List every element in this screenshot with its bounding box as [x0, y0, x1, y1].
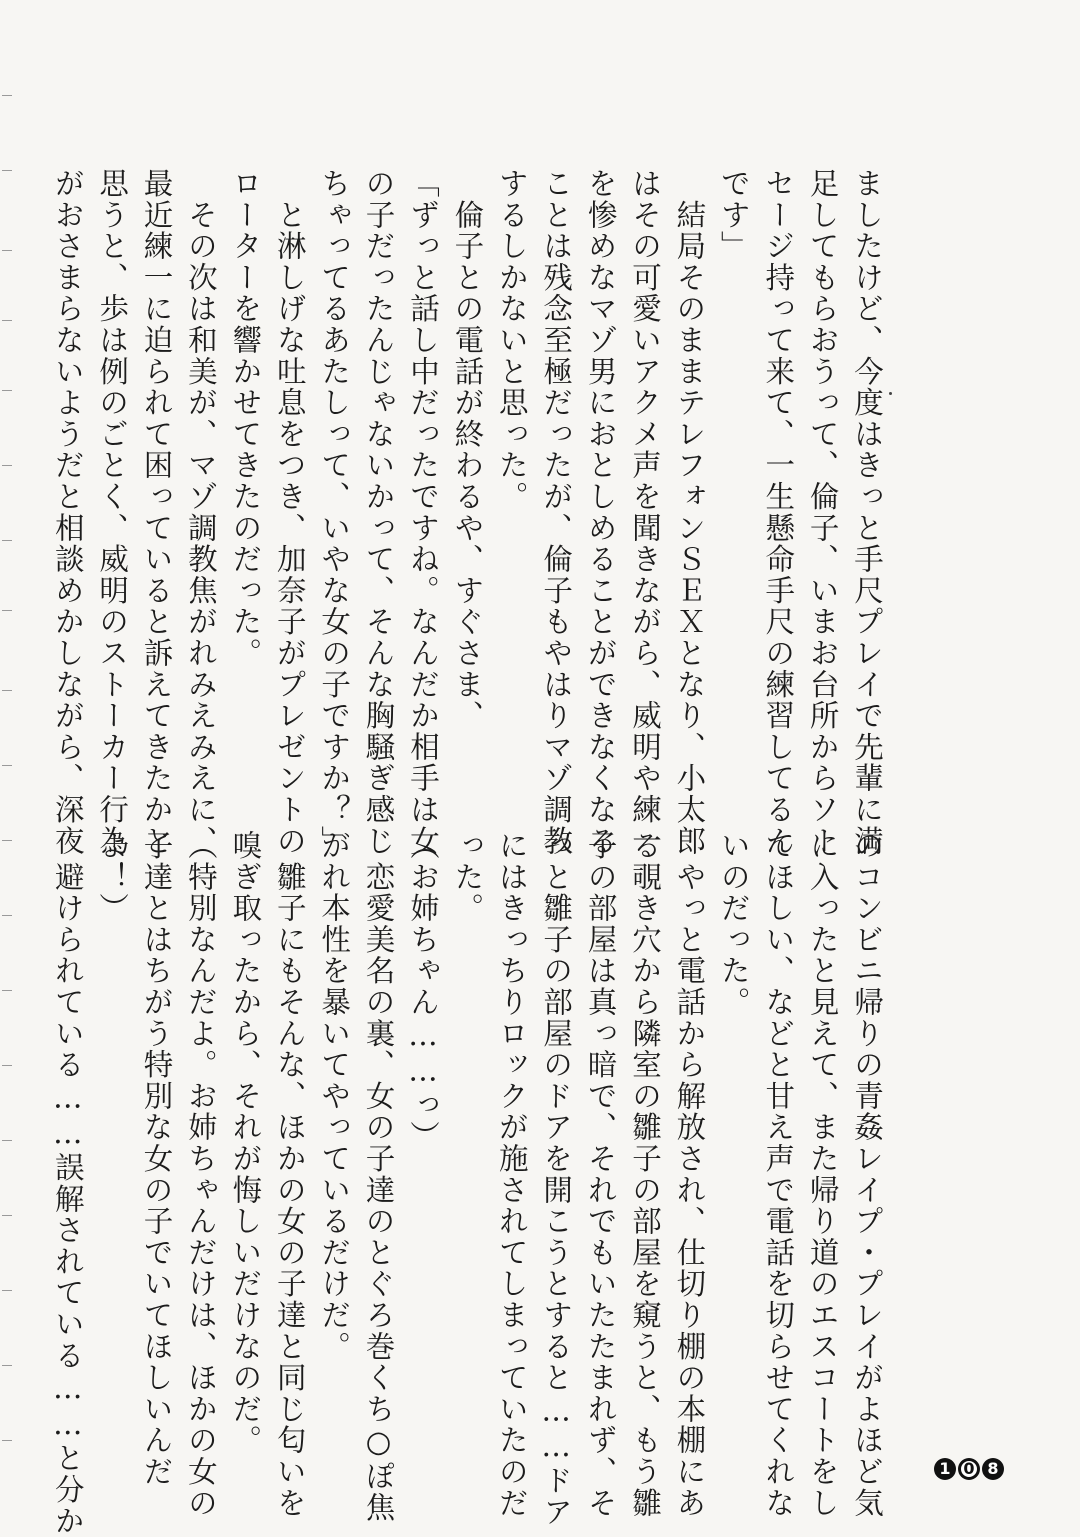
margin-tick — [2, 1365, 12, 1366]
text-line: がれ本性を暴いてやっているだけだ。 — [317, 830, 352, 1363]
text-line: セージ持って来て、一生懸命手尺の練習してるん — [761, 168, 796, 857]
margin-tick — [2, 765, 12, 766]
text-line: に入ったと見えて、また帰り道のエスコートをし — [805, 830, 840, 1519]
margin-tick — [2, 170, 12, 171]
text-line: 思うと、歩は例のごとく、威明のストーカー行為 — [95, 168, 130, 857]
text-line: よ！） — [95, 830, 130, 924]
text-line: 子達とはちがう特別な女の子でいてほしいんだ — [139, 830, 174, 1488]
text-line: 避けられている……誤解されている……と分か — [50, 830, 85, 1537]
text-line: です」 — [716, 168, 751, 262]
margin-tick — [2, 1440, 12, 1441]
page-number-digit: 0 — [958, 1458, 980, 1480]
upper-text-block — [45, 168, 889, 857]
margin-tick — [2, 320, 12, 321]
page-number-digit: 8 — [982, 1458, 1004, 1480]
margin-tick — [2, 390, 12, 391]
margin-tick — [2, 1290, 12, 1291]
text-line: （特別なんだよ。お姉ちゃんだけは、ほかの女の — [183, 830, 218, 1519]
margin-tick — [2, 1140, 12, 1141]
text-line: 雛子にもそんな、ほかの女の子達と同じ匂いを — [272, 830, 307, 1519]
ink-speck — [889, 392, 892, 395]
left-margin-marks — [0, 0, 14, 1532]
text-line: （お姉ちゃん……っ） — [405, 830, 440, 1152]
margin-tick — [2, 465, 12, 466]
text-line: 子の部屋は真っ暗で、それでもいたたまれず、そ — [583, 830, 618, 1519]
text-line: と淋しげな吐息をつき、加奈子がプレゼントの — [272, 168, 307, 857]
text-line: 結局そのままテレフォンＳＥＸとなり、小太郎 — [672, 168, 707, 857]
text-line: いのだった。 — [716, 830, 751, 1018]
text-line: ちゃってるあたしって、いやな女の子ですか？」 — [317, 168, 352, 857]
text-line: 倫子との電話が終わるや、すぐさま、 — [450, 168, 485, 732]
text-line: てほしい、などと甘え声で電話を切らせてくれな — [761, 830, 796, 1519]
text-line: がおさまらないようだと相談めかしながら、深夜 — [50, 168, 85, 857]
text-line: その次は和美が、マゾ調教焦がれみえみえに、 — [183, 168, 218, 857]
text-line: ことは残念至極だったが、倫子もやはりマゾ調教 — [539, 168, 574, 857]
margin-tick — [2, 840, 12, 841]
text-line: 恋愛美名の裏、女の子達のとぐろ巻くち○ぽ焦 — [361, 830, 396, 1524]
text-line: の子だったんじゃないかって、そんな胸騒ぎ感じ — [361, 168, 396, 857]
margin-tick — [2, 915, 12, 916]
page-number — [934, 1458, 1004, 1480]
lower-text-block — [45, 830, 889, 1537]
margin-tick — [2, 250, 12, 251]
text-line: ローターを響かせてきたのだった。 — [228, 168, 263, 669]
text-line: 最近練一に迫られて困っていると訴えてきたかと — [139, 168, 174, 857]
page-number-digit: 1 — [934, 1458, 956, 1480]
text-line: を惨めなマゾ男におとしめることができなくなる — [583, 168, 618, 857]
text-line: やっと電話から解放され、仕切り棚の本棚にあ — [672, 830, 707, 1519]
margin-tick — [2, 610, 12, 611]
text-line: る覗き穴から隣室の雛子の部屋を窺うと、もう雛 — [627, 830, 662, 1519]
text-line: にはきっちりロックが施されてしまっていたのだ — [494, 830, 529, 1519]
margin-tick — [2, 990, 12, 991]
text-line: 嗅ぎ取ったから、それが悔しいだけなのだ。 — [228, 830, 263, 1456]
text-line: 「ずっと話し中だったですね。なんだか相手は女 — [405, 168, 440, 857]
text-line: った。 — [450, 830, 485, 924]
margin-tick — [2, 95, 12, 96]
text-line: のコンビニ帰りの青姦レイプ・プレイがよほど気 — [850, 830, 884, 1519]
margin-tick — [2, 690, 12, 691]
text-line: 足してもらおうって、倫子、いまお台所からソー — [805, 168, 840, 857]
margin-tick — [2, 1065, 12, 1066]
text-line: ましたけど、今度はきっと手尺プレイで先輩に満 — [850, 168, 884, 857]
margin-tick — [2, 1215, 12, 1216]
text-line: するしかないと思った。 — [494, 168, 529, 513]
text-line: っと雛子の部屋のドアを開こうとすると……ドア — [539, 830, 574, 1528]
text-line: はその可愛いアクメ声を聞きながら、威明や練一 — [627, 168, 662, 857]
margin-tick — [2, 540, 12, 541]
